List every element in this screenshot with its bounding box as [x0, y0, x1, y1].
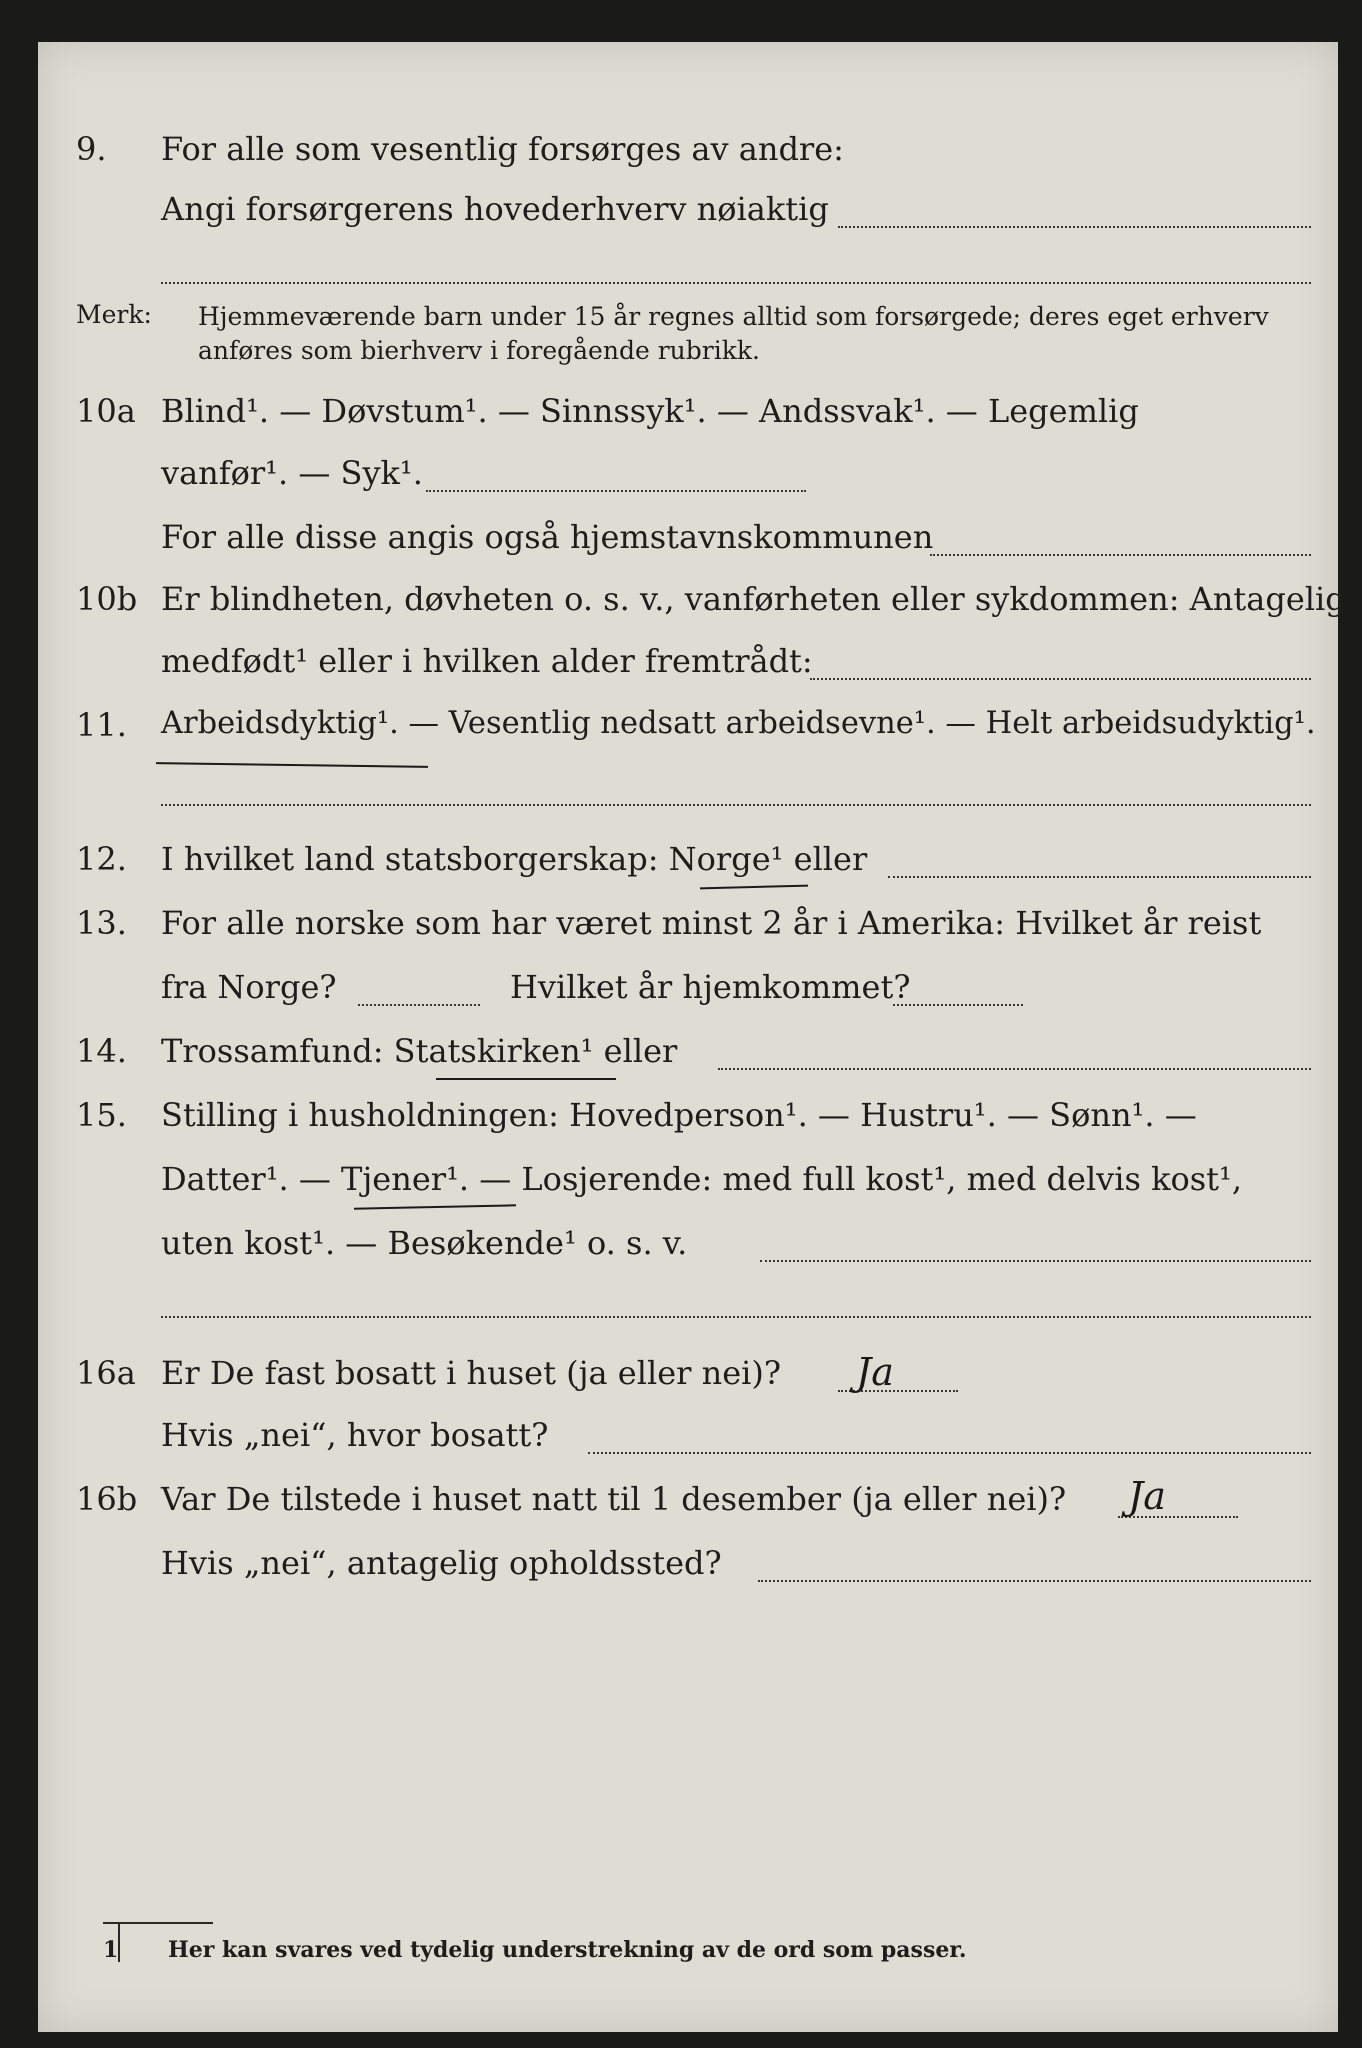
q14-handwritten-underline — [436, 1078, 616, 1080]
q14-text-line1: Trossamfund: Statskirken¹ eller — [161, 1032, 678, 1070]
q15-text-line1: Stilling i husholdningen: Hovedperson¹. — Hustru¹. — Sønn¹. — — [161, 1096, 1197, 1134]
q12-text-line1: I hvilket land statsborgerskap: Norge¹ eller — [161, 840, 868, 878]
q10b-number: 10b — [76, 580, 138, 618]
q16b-row — [38, 1474, 1338, 1528]
footnote-text: Her kan svares ved tydelig understrekning av de ord som passer. — [168, 1937, 967, 1963]
q15-row3 — [38, 1224, 1338, 1272]
q10b-row — [38, 580, 1346, 628]
q12-row — [38, 840, 1338, 888]
q16a-text-line2: Hvis „nei“, hvor bosatt? — [161, 1416, 549, 1454]
q11-number: 11. — [76, 706, 127, 744]
q13-return-line[interactable] — [893, 1004, 1023, 1006]
q12-answer-line[interactable] — [888, 876, 1311, 878]
merk-text-line2: anføres som bierhverv i foregående rubrikk. — [198, 336, 760, 365]
q9-extra-line[interactable] — [161, 282, 1311, 284]
census-form-page — [38, 42, 1346, 2032]
q12-number: 12. — [76, 840, 127, 878]
q16b-number: 16b — [76, 1480, 138, 1518]
q11-extra-line[interactable] — [161, 804, 1311, 806]
q15-extra-line[interactable] — [161, 1316, 1311, 1318]
merk-label: Merk: — [76, 300, 152, 329]
q16b-handwritten-answer: Ja — [1128, 1474, 1166, 1518]
q13-number: 13. — [76, 904, 127, 942]
q10a-text-line1: Blind¹. — Døvstum¹. — Sinnssyk¹. — Andssvak¹. — Legemlig — [161, 392, 1139, 430]
merk-note — [38, 300, 1338, 380]
q13-text-line2a: fra Norge? — [161, 968, 337, 1006]
q14-row — [38, 1032, 1338, 1080]
q13-row2 — [38, 968, 1338, 1016]
q15-text-line3: uten kost¹. — Besøkende¹ o. s. v. — [161, 1224, 688, 1262]
q11-row — [38, 706, 1338, 754]
q11-text-line1: Arbeidsdyktig¹. — Vesentlig nedsatt arbeidsevne¹. — Helt arbeidsudyktig¹. — [161, 706, 1316, 741]
merk-text-line1: Hjemmeværende barn under 15 år regnes alltid som forsørgede; deres eget erhverv — [198, 302, 1269, 331]
q14-answer-line[interactable] — [718, 1068, 1311, 1070]
q10a-row — [38, 392, 1338, 440]
q10b-text-line2: medfødt¹ eller i hvilken alder fremtrådt: — [161, 642, 813, 680]
footnote-number: 1 — [103, 1937, 119, 1963]
q13-text-line1: For alle norske som har været minst 2 år i Amerika: Hvilket år reist — [161, 904, 1262, 942]
q9-text-line2: Angi forsørgerens hovederhverv nøiaktig — [161, 190, 829, 228]
q13-text-line2b: Hvilket år hjemkommet? — [510, 968, 911, 1006]
q9-number: 9. — [76, 130, 107, 168]
q10b-answer-line[interactable] — [810, 678, 1311, 680]
q16b-row2 — [38, 1544, 1338, 1592]
q9-text-line1: For alle som vesentlig forsørges av andre: — [161, 130, 844, 168]
q14-number: 14. — [76, 1032, 127, 1070]
q16b-text-line2: Hvis „nei“, antagelig opholdssted? — [161, 1544, 722, 1582]
q16a-row2 — [38, 1416, 1338, 1464]
q16b-text-line1: Var De tilstede i huset natt til 1 desember (ja eller nei)? — [161, 1480, 1067, 1518]
q15-row2 — [38, 1160, 1338, 1208]
q16a-handwritten-answer: Ja — [856, 1350, 894, 1394]
q16a-row — [38, 1350, 1338, 1402]
q16a-text-line1: Er De fast bosatt i huset (ja eller nei)? — [161, 1354, 782, 1392]
q16a-number: 16a — [76, 1354, 136, 1392]
q15-number: 15. — [76, 1096, 127, 1134]
q10b-row2 — [38, 642, 1338, 690]
q13-row — [38, 904, 1338, 952]
q9-answer-line[interactable] — [838, 226, 1311, 228]
q9-row — [38, 130, 1338, 178]
q10a-number: 10a — [76, 392, 136, 430]
q13-departure-line[interactable] — [358, 1004, 480, 1006]
q15-text-line2: Datter¹. — Tjener¹. — Losjerende: med full kost¹, med delvis kost¹, — [161, 1160, 1243, 1198]
q16b-whereabouts-line[interactable] — [758, 1580, 1311, 1582]
q9-row2 — [38, 190, 1338, 238]
q10a-row2 — [38, 454, 1338, 502]
q16a-residence-line[interactable] — [588, 1452, 1311, 1454]
q10a-answer-line[interactable] — [426, 490, 806, 492]
q10b-text-line1: Er blindheten, døvheten o. s. v., vanførheten eller sykdommen: Antagelig — [161, 580, 1346, 618]
q10a-text-line2: vanfør¹. — Syk¹. — [161, 454, 423, 492]
q15-row — [38, 1096, 1338, 1144]
q15-answer-line[interactable] — [760, 1260, 1311, 1262]
q11-handwritten-underline — [156, 762, 428, 768]
q10a-text-line3: For alle disse angis også hjemstavnskommunen — [161, 518, 934, 556]
q10a-row3 — [38, 518, 1338, 566]
q10a-hometown-line[interactable] — [930, 554, 1311, 556]
